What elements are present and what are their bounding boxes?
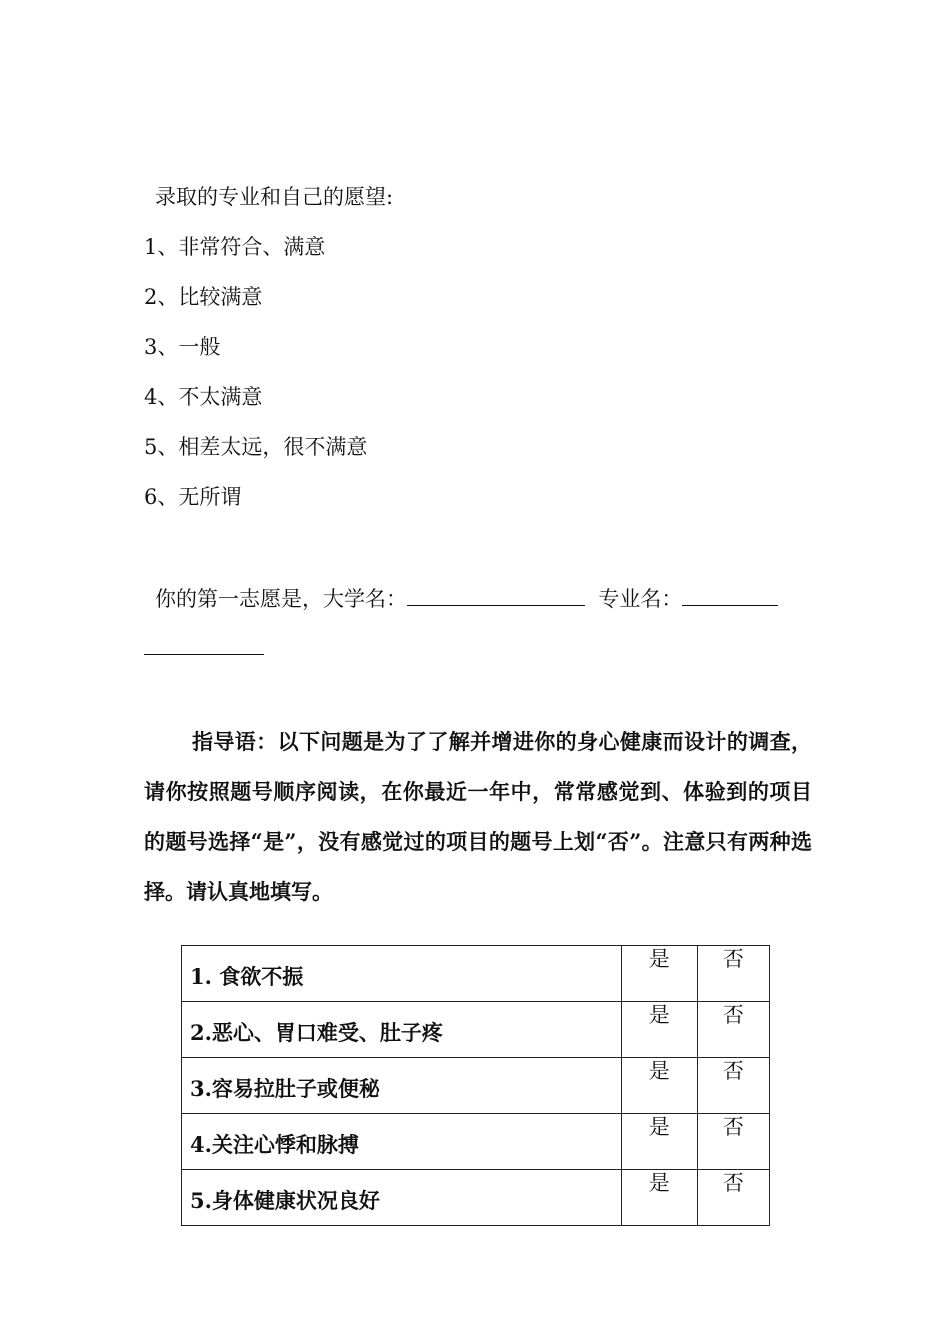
option-4: 4、不太满意: [144, 385, 263, 409]
no-option[interactable]: 否: [697, 1058, 769, 1114]
yes-option[interactable]: 是: [621, 946, 697, 1002]
option-1: 1、非常符合、满意: [144, 235, 326, 259]
survey-item: 3.容易拉肚子或便秘: [182, 1058, 622, 1114]
major-label: 专业名：: [598, 587, 683, 611]
no-option[interactable]: 否: [697, 1002, 769, 1058]
option-6: 6、无所谓: [144, 485, 242, 509]
table-row: [182, 1114, 770, 1170]
survey-item: 4.关注心悸和脉搏: [182, 1114, 622, 1170]
yes-option[interactable]: 是: [621, 1170, 697, 1226]
survey-item: 5.身体健康状况良好: [182, 1170, 622, 1226]
question-title: 录取的专业和自己的愿望:: [155, 185, 394, 209]
no-option[interactable]: 否: [697, 1114, 769, 1170]
first-wish-line: [155, 583, 778, 613]
table-row: [182, 1058, 770, 1114]
table-row: [182, 946, 770, 1002]
table-row: [182, 1170, 770, 1226]
major-blank-continuation[interactable]: [144, 632, 264, 655]
instructions-paragraph: 指导语：以下问题是为了了解并增进你的身心健康而设计的调查，请你按照题号顺序阅读，在你最近一年中，常常感觉到、体验到的项目的题号选择“是”，没有感觉过的项目的题号上划“否”。注意只有两种选择。请认真地填写。: [144, 729, 812, 904]
university-blank[interactable]: [407, 583, 585, 606]
option-5: 5、相差太远，很不满意: [144, 435, 368, 459]
survey-table: [181, 945, 770, 1226]
yes-option[interactable]: 是: [621, 1114, 697, 1170]
university-label: 你的第一志愿是，大学名：: [155, 587, 407, 611]
yes-option[interactable]: 是: [621, 1058, 697, 1114]
no-option[interactable]: 否: [697, 946, 769, 1002]
survey-item: 2.恶心、胃口难受、肚子疼: [182, 1002, 622, 1058]
yes-option[interactable]: 是: [621, 1002, 697, 1058]
no-option[interactable]: 否: [697, 1170, 769, 1226]
option-2: 2、比较满意: [144, 285, 263, 309]
survey-item: 1. 食欲不振: [182, 946, 622, 1002]
option-3: 3、一般: [144, 335, 221, 359]
major-blank[interactable]: [682, 583, 778, 606]
table-row: [182, 1002, 770, 1058]
